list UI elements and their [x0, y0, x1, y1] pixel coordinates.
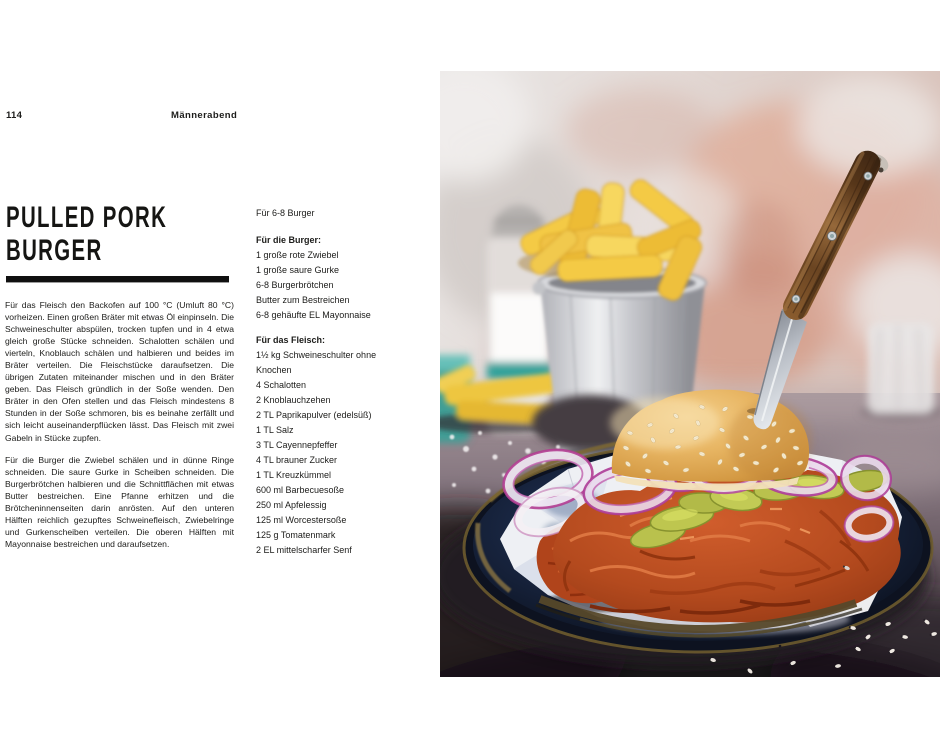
ingredient-item: 600 ml Barbecuesoße: [256, 485, 345, 495]
ingredient-group-burger: [256, 233, 389, 323]
page-number: 114: [6, 110, 23, 121]
ingredient-item: 6-8 Burgerbrötchen: [256, 280, 334, 290]
ingredient-group-heading: Für die Burger:: [256, 235, 322, 245]
pulled-pork-burger-photo: [440, 71, 940, 677]
recipe-title-line2: BURGER: [6, 234, 103, 267]
ingredient-item: 125 ml Worcestersoße: [256, 515, 347, 525]
ingredient-list: [256, 348, 389, 558]
title-rule: [6, 276, 229, 282]
ingredient-item: 1 TL Kreuzkümmel: [256, 470, 332, 480]
ingredient-item: 1 große rote Zwiebel: [256, 250, 339, 260]
instruction-paragraph-2: Für die Burger die Zwiebel schälen und in dünne Ringe schneiden. Die saure Gurke in Scheiben schneiden. Die Burgerbrötchen halbieren und die Schnittflächen mit etwas Butter bestreichen. Eine Pfanne erhitzen und die Brötcheninnenseiten darin anrösten. Auf den unteren Hälften reichlich gezupftes Schweinefleisch, Zwiebelringe und Gurkenscheiben verteilen. Die oberen Hälften mit Mayonnaise bestreichen und daraufsetzen.: [5, 454, 234, 549]
recipe-title: [6, 201, 243, 267]
recipe-photo: [440, 71, 940, 677]
ingredient-group-fleisch: [256, 333, 389, 558]
instructions-column: [5, 299, 234, 560]
ingredient-item: 2 TL Paprikapulver (edelsüß): [256, 410, 372, 420]
section-header: Männerabend: [171, 110, 238, 121]
recipe-yield: Für 6-8 Burger: [256, 208, 315, 218]
ingredient-item: 2 Knoblauchzehen: [256, 395, 331, 405]
ingredient-item: 1 große saure Gurke: [256, 265, 340, 275]
ingredient-item: 6-8 gehäufte EL Mayonnaise: [256, 310, 371, 320]
ingredient-item: 4 Schalotten: [256, 380, 307, 390]
ingredient-item: Butter zum Bestreichen: [256, 295, 350, 305]
ingredient-item: 1½ kg Schweineschulter ohne Knochen: [256, 350, 377, 375]
instruction-paragraph-1: Für das Fleisch den Backofen auf 100 °C (Umluft 80 °C) vorheizen. Einen großen Bräter mit etwas Öl einpinseln. Die Schweineschulter abspülen, trocken tupfen und in 4 etwa gleich große Stücke schneiden. Schalotten schälen und vierteln, Knoblauch schälen und halbieren und beides im Bräter verteilen. Die Fleischstücke daraufsetzen. Die übrigen Zutaten miteinander mischen und in den Bräter geben. Das Fleisch gründlich in der Soße wenden. Den Bräter in den Ofen stellen und das Fleisch mindestens 8 Stunden in der Soße schmoren, bis es beinahe zerfällt und sich leicht auseinanderpflücken lässt. Das Fleisch mit zwei Gabeln in Stücke zupfen.: [5, 300, 234, 443]
ingredient-item: 250 ml Apfelessig: [256, 500, 327, 510]
ingredient-item: 3 TL Cayennepfeffer: [256, 440, 338, 450]
ingredient-list: [256, 248, 389, 323]
photo-burger-bun: [610, 389, 812, 490]
photo-drinking-glass: [860, 323, 940, 421]
ingredient-item: 2 EL mittelscharfer Senf: [256, 545, 352, 555]
ingredient-item: 4 TL brauner Zucker: [256, 455, 338, 465]
ingredient-item: 125 g Tomatenmark: [256, 530, 336, 540]
ingredients-column: [256, 206, 389, 558]
recipe-title-line1: PULLED PORK: [6, 201, 168, 234]
ingredient-group-heading: Für das Fleisch:: [256, 335, 326, 345]
ingredient-item: 1 TL Salz: [256, 425, 294, 435]
